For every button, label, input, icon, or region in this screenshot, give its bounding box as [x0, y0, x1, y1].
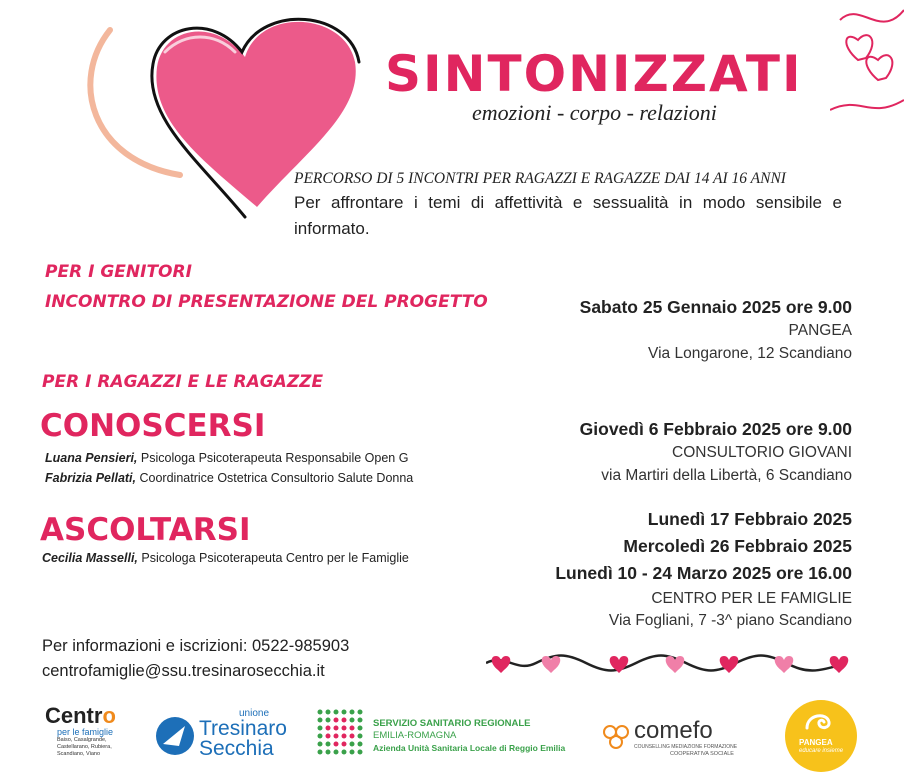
course-description: PERCORSO DI 5 INCONTRI PER RAGAZZI E RAGAZZE DAI 14 AI 16 ANNI — [294, 170, 786, 187]
parents-subheading: INCONTRO DI PRESENTAZIONE DEL PROGETTO — [45, 292, 488, 312]
logo-pangea — [785, 700, 857, 772]
pangea-swirl-icon — [803, 708, 839, 736]
ssr-logo-dots-icon — [315, 707, 365, 757]
conoscersi-person-2 — [45, 471, 413, 485]
conoscersi-place: CONSULTORIO GIOVANI — [672, 444, 852, 461]
page-title: SINTONIZZATI — [385, 45, 803, 103]
ssr-line2: EMILIA-ROMAGNA — [373, 730, 457, 741]
ascoltarsi-person-1 — [42, 551, 409, 565]
unione-circle-icon — [155, 716, 195, 756]
ascoltarsi-title: ASCOLTARSI — [40, 512, 251, 548]
comefo-name: comefo — [634, 717, 713, 744]
conoscersi-address: via Martiri della Libertà, 6 Scandiano — [601, 467, 852, 484]
logo-comefo — [600, 718, 750, 763]
logo-centro-sub: per le famiglie — [57, 727, 114, 737]
logo-centro-famiglie — [45, 705, 135, 765]
ascoltarsi-place: CENTRO PER LE FAMIGLIE — [651, 590, 852, 607]
person-name: Luana Pensieri, — [45, 451, 138, 465]
logo-centro-town: Baiso, Casalgrande, — [57, 737, 107, 743]
parents-address: Via Longarone, 12 Scandiano — [648, 345, 852, 362]
logo-ssr-text — [373, 718, 565, 754]
parents-date: Sabato 25 Gennaio 2025 ore 9.00 — [579, 297, 852, 317]
youth-heading: PER I RAGAZZI E LE RAGAZZE — [42, 372, 324, 392]
unione-small-label: unione — [239, 708, 270, 719]
unione-line1: Tresinaro — [199, 717, 287, 740]
comefo-sub1: COUNSELLING MEDIAZIONE FORMAZIONE — [634, 744, 738, 750]
conoscersi-person-1 — [45, 451, 408, 465]
pangea-name: PANGEA — [799, 738, 833, 747]
person-role: Psicologa Psicoterapeuta Centro per le Famiglie — [141, 551, 409, 565]
ssr-line3: Azienda Unità Sanitaria Locale di Reggio Emilia — [373, 743, 566, 753]
logo-centro-town: Scandiano, Viano — [57, 751, 101, 757]
ascoltarsi-date-3: Lunedì 10 - 24 Marzo 2025 ore 16.00 — [555, 563, 852, 583]
ssr-line1: SERVIZIO SANITARIO REGIONALE — [373, 718, 531, 729]
course-intro: Per affrontare i temi di affettività e sessualità in modo sensibile e informato. — [294, 193, 842, 238]
ascoltarsi-date-2: Mercoledì 26 Febbraio 2025 — [623, 536, 852, 556]
logo-unione-tresinaro-secchia — [155, 708, 305, 763]
person-role: Coordinatrice Ostetrica Consultorio Salute Donna — [139, 471, 414, 485]
parents-place: PANGEA — [788, 322, 852, 339]
ascoltarsi-date-1: Lunedì 17 Febbraio 2025 — [647, 509, 852, 529]
comefo-flower-icon — [600, 722, 634, 752]
logo-centro-town: Castellarano, Rubiera, — [57, 744, 112, 750]
page-subtitle: emozioni - corpo - relazioni — [472, 100, 717, 125]
ascoltarsi-address: Via Fogliani, 7 -3^ piano Scandiano — [608, 612, 852, 629]
parents-heading: PER I GENITORI — [45, 262, 192, 282]
conoscersi-title: CONOSCERSI — [40, 408, 266, 444]
person-name: Cecilia Masselli, — [42, 551, 138, 565]
corner-hearts-decoration — [830, 0, 904, 140]
logo-centro-word: Centr — [45, 703, 103, 728]
pangea-tagline: educare insieme — [799, 748, 844, 754]
heart-garland-decoration — [486, 645, 856, 685]
person-role: Psicologa Psicoterapeuta Responsabile Open G — [140, 451, 409, 465]
conoscersi-date: Giovedì 6 Febbraio 2025 ore 9.00 — [579, 419, 852, 439]
comefo-sub2: COOPERATIVA SOCIALE — [670, 751, 734, 757]
contact-email[interactable]: centrofamiglie@ssu.tresinarosecchia.it — [42, 662, 325, 680]
logo-centro-o: o — [102, 703, 116, 728]
contact-phone: Per informazioni e iscrizioni: 0522-985903 — [42, 637, 350, 655]
person-name: Fabrizia Pellati, — [45, 471, 137, 485]
unione-line2: Secchia — [199, 737, 274, 760]
